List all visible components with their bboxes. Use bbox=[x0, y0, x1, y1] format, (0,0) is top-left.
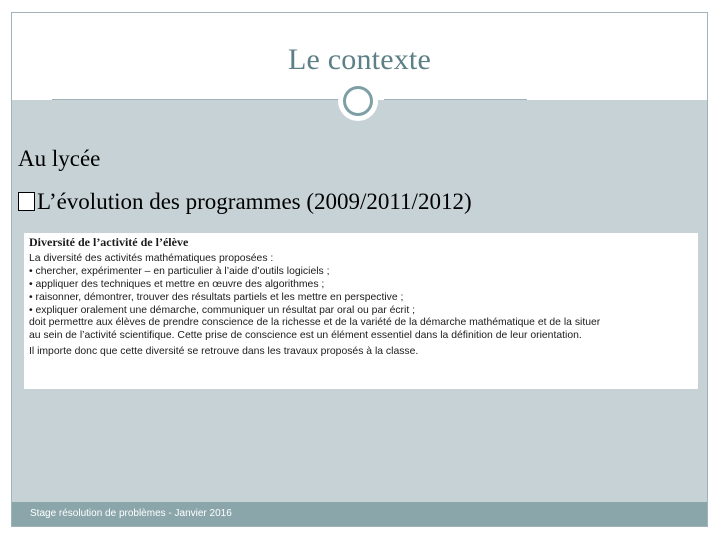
slide bbox=[11, 12, 708, 527]
bullet-text: L’évolution des programmes (2009/2011/2012) bbox=[37, 189, 472, 214]
bullet-box-icon bbox=[18, 192, 35, 211]
excerpt-paragraph-line: doit permettre aux élèves de prendre conscience de la richesse et de la variété de la démarche mathématique et de la situer bbox=[29, 317, 601, 329]
footer-text: Stage résolution de problèmes - Janvier 2016 bbox=[30, 508, 232, 519]
excerpt-paragraph-line: Il importe donc que cette diversité se retrouve dans les travaux proposés à la classe. bbox=[29, 346, 419, 358]
bullet-item bbox=[18, 189, 472, 215]
excerpt-item: • raisonner, démontrer, trouver des résultats partiels et les mettre en perspective ; bbox=[29, 291, 404, 303]
excerpt-item: • expliquer oralement une démarche, communiquer un résultat par oral ou par écrit ; bbox=[29, 304, 415, 316]
title-divider-right bbox=[384, 99, 527, 100]
slide-heading: Au lycée bbox=[18, 146, 101, 171]
slide-title: Le contexte bbox=[288, 43, 431, 76]
slide-footer bbox=[12, 502, 707, 526]
excerpt-item: • appliquer des techniques et mettre en œuvre des algorithmes ; bbox=[29, 278, 325, 290]
circle-ornament-icon bbox=[338, 81, 378, 121]
excerpt-paragraph-line: au sein de l’activité scientifique. Cette prise de conscience est un élément essentiel dans la définition de leur orientation. bbox=[29, 330, 582, 342]
excerpt-title: Diversité de l’activité de l’élève bbox=[29, 235, 189, 249]
title-divider-left bbox=[52, 99, 342, 100]
excerpt-intro: La diversité des activités mathématiques proposées : bbox=[29, 252, 274, 264]
program-excerpt-image bbox=[24, 233, 698, 389]
excerpt-item: • chercher, expérimenter – en particulier à l’aide d’outils logiciels ; bbox=[29, 265, 330, 277]
